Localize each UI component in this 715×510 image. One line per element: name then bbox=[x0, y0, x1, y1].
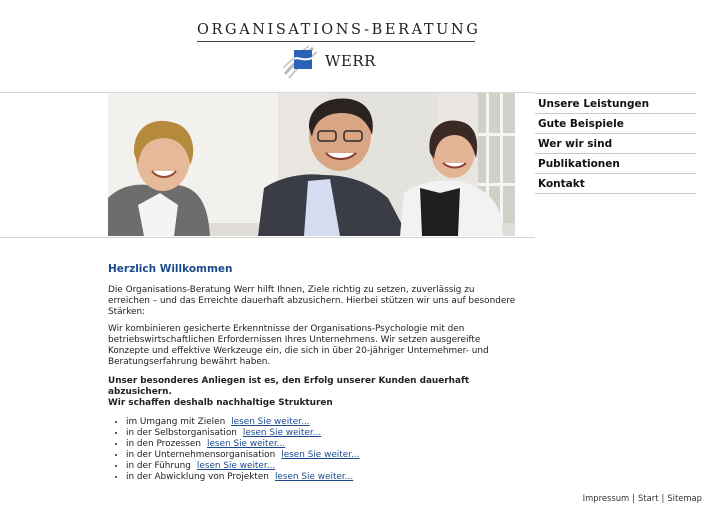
list-item bbox=[126, 472, 518, 483]
site-logo[interactable] bbox=[197, 22, 481, 82]
nav-item-unsere-leistungen[interactable]: Unsere Leistungen bbox=[535, 93, 696, 114]
list-item-text: in der Abwicklung von Projekten bbox=[126, 472, 269, 482]
team-photo-image bbox=[108, 93, 515, 236]
nav-item-kontakt[interactable]: Kontakt bbox=[535, 174, 696, 194]
footer-separator: | bbox=[632, 493, 636, 503]
list-item bbox=[126, 439, 518, 450]
read-more-link[interactable]: lesen Sie weiter... bbox=[274, 472, 354, 482]
list-item-text: in der Unternehmensorganisation bbox=[126, 450, 276, 460]
logo-subtitle: WERR bbox=[325, 52, 376, 70]
main-content bbox=[108, 263, 518, 483]
list-item bbox=[126, 428, 518, 439]
intro-paragraph: Die Organisations-Beratung Werr hilft Ihnen, Ziele richtig zu setzen, zuverlässig zu erreichen – und das Erreichte dauerhaft abzusichern. Hierbei stützen wir uns auf besondere Stärken: bbox=[108, 285, 516, 317]
logo-mark-icon bbox=[283, 44, 323, 80]
read-more-link[interactable]: lesen Sie weiter... bbox=[231, 417, 310, 427]
mission-statement bbox=[108, 376, 518, 409]
nav-item-wer-wir-sind[interactable]: Wer wir sind bbox=[535, 134, 696, 154]
list-item-text: im Umgang mit Zielen bbox=[126, 417, 226, 427]
nav-item-gute-beispiele[interactable]: Gute Beispiele bbox=[535, 114, 696, 134]
logo-rule bbox=[197, 41, 475, 42]
logo-title: ORGANISATIONS-BERATUNG bbox=[197, 22, 481, 38]
read-more-link[interactable]: lesen Sie weiter... bbox=[242, 428, 322, 438]
structures-list bbox=[108, 417, 518, 483]
page-heading: Herzlich Willkommen bbox=[108, 263, 233, 275]
footer-link-start[interactable]: Start bbox=[638, 493, 659, 503]
footer-links bbox=[583, 493, 702, 503]
list-item bbox=[126, 461, 518, 472]
list-item bbox=[126, 417, 518, 428]
read-more-link[interactable]: lesen Sie weiter... bbox=[281, 450, 360, 460]
mission-line-1: Unser besonderes Anliegen ist es, den Erfolg unserer Kunden dauerhaft abzusichern. bbox=[108, 376, 470, 397]
nav-item-publikationen[interactable]: Publikationen bbox=[535, 154, 696, 174]
main-navigation bbox=[535, 93, 696, 194]
band-line-bottom bbox=[0, 237, 535, 238]
list-item-text: in der Führung bbox=[126, 461, 191, 471]
read-more-link[interactable]: lesen Sie weiter... bbox=[206, 439, 286, 449]
method-paragraph: Wir kombinieren gesicherte Erkenntnisse der Organisations-Psychologie mit den betriebswirtschaftlichen Erfordernissen Ihres Unternehmens. Wir setzen ausgereifte Konzepte und effektive Werkzeuge ein, die sich in über 20-jähriger Unternehmer- und Beratungserfahrung bewährt haben. bbox=[108, 324, 489, 367]
list-item-text: in den Prozessen bbox=[126, 439, 201, 449]
read-more-link[interactable]: lesen Sie weiter... bbox=[196, 461, 276, 471]
footer-separator: | bbox=[661, 493, 665, 503]
team-photo bbox=[108, 93, 515, 236]
footer-link-impressum[interactable]: Impressum bbox=[582, 493, 630, 503]
mission-line-2: Wir schaffen deshalb nachhaltige Strukturen bbox=[108, 398, 333, 408]
list-item-text: in der Selbstorganisation bbox=[126, 428, 237, 438]
footer-link-sitemap[interactable]: Sitemap bbox=[667, 493, 702, 503]
list-item bbox=[126, 450, 518, 461]
